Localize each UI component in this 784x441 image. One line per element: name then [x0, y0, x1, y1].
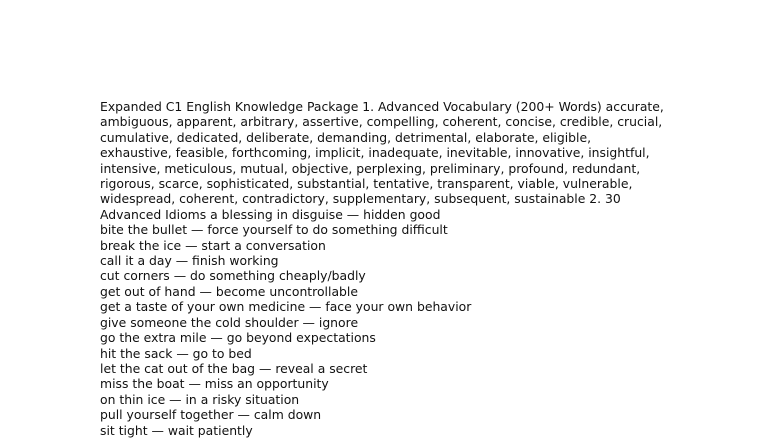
text-line: give someone the cold shoulder — ignore — [100, 314, 359, 330]
text-line: on thin ice — in a risky situation — [100, 391, 300, 407]
text-line: let the cat out of the bag — reveal a secret — [100, 360, 368, 376]
text-line: widespread, coherent, contradictory, supplementary, subsequent, sustainable 2. 30 — [100, 191, 621, 207]
text-line: ambiguous, apparent, arbitrary, assertive, compelling, coherent, concise, credible, crucial, — [100, 114, 663, 130]
text-line: get out of hand — become uncontrollable — [100, 283, 358, 299]
text-line: exhaustive, feasible, forthcoming, implicit, inadequate, inevitable, innovative, insightful, — [100, 145, 650, 161]
text-line: rigorous, scarce, sophisticated, substantial, tentative, transparent, viable, vulnerable, — [100, 176, 633, 192]
text-line: bite the bullet — force yourself to do something difficult — [100, 222, 448, 238]
text-line: hit the sack — go to bed — [100, 345, 252, 361]
text-line: miss the boat — miss an opportunity — [100, 376, 329, 392]
text-line: sit tight — wait patiently — [100, 422, 253, 438]
text-line: cut corners — do something cheaply/badly — [100, 268, 366, 284]
text-line: pull yourself together — calm down — [100, 407, 322, 423]
text-line: intensive, meticulous, mutual, objective, perplexing, preliminary, profound, redundant, — [100, 160, 641, 176]
text-line: go the extra mile — go beyond expectations — [100, 330, 376, 346]
text-line: get a taste of your own medicine — face your own behavior — [100, 299, 472, 315]
text-line: cumulative, dedicated, deliberate, demanding, detrimental, elaborate, eligible, — [100, 129, 592, 145]
text-line: Expanded C1 English Knowledge Package 1. Advanced Vocabulary (200+ Words) accurate, — [100, 99, 664, 114]
document-text — [100, 99, 700, 438]
text-line: call it a day — finish working — [100, 253, 279, 269]
text-line: break the ice — start a conversation — [100, 237, 326, 253]
text-line: Advanced Idioms a blessing in disguise — hidden good — [100, 206, 441, 222]
